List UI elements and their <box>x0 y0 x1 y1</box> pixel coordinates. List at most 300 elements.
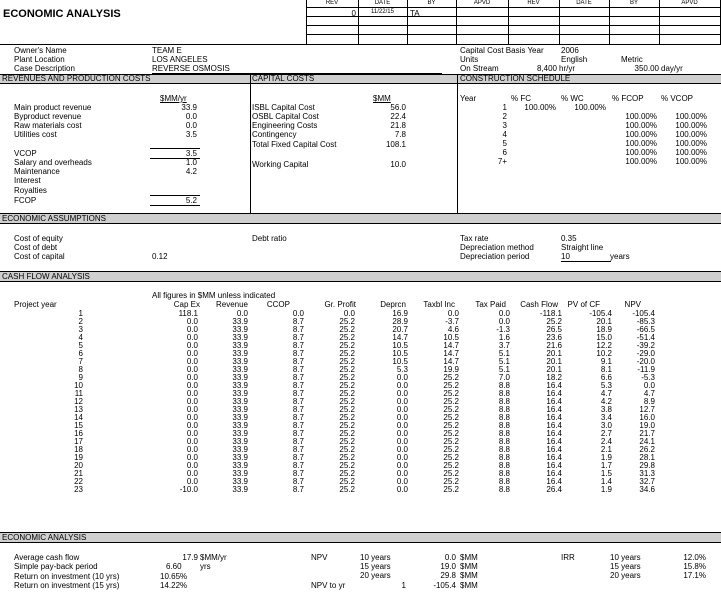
cashflow-table <box>0 310 705 494</box>
table-cell: 8.1 <box>600 365 612 374</box>
table-cell: 118.1 <box>178 309 198 318</box>
table-cell: 18.9 <box>596 325 612 334</box>
cost-debt-label: Cost of debt <box>14 243 58 252</box>
vcop-label: VCOP <box>14 149 37 158</box>
interest-label: Interest <box>14 176 41 185</box>
cashflow-header: Revenue <box>215 300 248 309</box>
date-header: DATE <box>576 0 592 6</box>
table-cell: 8.8 <box>498 469 510 478</box>
table-cell: 0.0 <box>236 309 248 318</box>
table-cell: 33.9 <box>232 381 248 390</box>
working-capital-label: Working Capital <box>252 160 309 169</box>
table-cell: 16.4 <box>546 445 562 454</box>
table-cell: 16.9 <box>392 309 408 318</box>
cashflow-header: Deprcn <box>380 300 406 309</box>
table-cell: 29.8 <box>639 461 655 470</box>
capital-label: Total Fixed Capital Cost <box>252 140 337 149</box>
table-cell: 8.7 <box>292 389 304 398</box>
table-cell: -5.3 <box>641 373 655 382</box>
capital-label: Contingency <box>252 130 297 139</box>
table-cell: 23 <box>74 485 83 494</box>
table-cell: -3.7 <box>445 317 459 326</box>
construction-fcop: 100.00% <box>625 157 657 166</box>
construction-fcop: 100.00% <box>625 139 657 148</box>
table-cell: 0.0 <box>396 421 408 430</box>
table-cell: 33.9 <box>232 405 248 414</box>
table-cell: 16.4 <box>546 437 562 446</box>
table-cell: 8.7 <box>292 373 304 382</box>
table-cell: 0.0 <box>186 365 198 374</box>
construction-fcop: 100.00% <box>625 112 657 121</box>
table-cell: 21 <box>74 469 83 478</box>
table-cell: 25.2 <box>339 365 355 374</box>
onstream-hours: 8,400 <box>536 64 557 73</box>
table-cell: 5.3 <box>396 365 408 374</box>
table-cell: 3.8 <box>600 405 612 414</box>
table-cell: -10.0 <box>179 485 198 494</box>
capital-label: ISBL Capital Cost <box>252 103 315 112</box>
table-cell: 15.0 <box>596 333 612 342</box>
table-cell: 0.0 <box>186 373 198 382</box>
construction-year: 6 <box>502 148 507 157</box>
table-cell: -39.2 <box>636 341 655 350</box>
table-cell: 0.0 <box>396 397 408 406</box>
cashflow-header: Cash Flow <box>520 300 558 309</box>
table-cell: 25.2 <box>339 333 355 342</box>
cashflow-header: Gr. Profit <box>324 300 356 309</box>
table-cell: 8.8 <box>498 389 510 398</box>
debt-ratio-label: Debt ratio <box>252 234 287 243</box>
table-cell: -118.1 <box>539 309 562 318</box>
construction-vcop: 100.00% <box>675 130 707 139</box>
table-cell: 33.9 <box>232 485 248 494</box>
table-cell: 25.2 <box>443 477 459 486</box>
table-cell: 14.7 <box>443 341 459 350</box>
table-cell: 20.1 <box>546 349 562 358</box>
dep-method-value: Straight line <box>561 243 604 252</box>
case-value: REVERSE OSMOSIS <box>152 64 230 73</box>
table-cell: 4.6 <box>447 325 459 334</box>
table-cell: 25.2 <box>443 453 459 462</box>
onstream-hours-unit: hr/yr <box>559 64 575 73</box>
table-cell: 33.9 <box>232 421 248 430</box>
table-cell: 33.9 <box>232 445 248 454</box>
dep-period-unit: years <box>610 252 630 261</box>
construction-year: 7+ <box>497 157 507 166</box>
table-cell: 8.8 <box>498 461 510 470</box>
construction-fcop: 100.00% <box>625 148 657 157</box>
table-cell: 33.9 <box>232 373 248 382</box>
table-cell: 0.0 <box>186 453 198 462</box>
section-construction: CONSTRUCTION SCHEDULE <box>460 74 571 83</box>
fcop-value: 5.2 <box>185 196 197 205</box>
table-cell: -105.4 <box>632 309 655 318</box>
table-cell: 0.0 <box>643 381 655 390</box>
capital-value: 108.1 <box>385 140 406 149</box>
table-cell: 8.7 <box>292 365 304 374</box>
table-cell: 33.9 <box>232 341 248 350</box>
table-cell: 0.0 <box>498 317 510 326</box>
npv-to-yr-year: 1 <box>401 581 406 590</box>
table-cell: 0.0 <box>186 381 198 390</box>
construction-fcop: 100.00% <box>625 130 657 139</box>
table-cell: 1.5 <box>600 469 612 478</box>
table-cell: 25.2 <box>339 485 355 494</box>
payback-unit: yrs <box>200 562 211 571</box>
construction-year: 2 <box>502 112 507 121</box>
irr-value: 17.1% <box>683 571 706 580</box>
table-cell: 20.1 <box>596 317 612 326</box>
date-header: DATE <box>374 0 391 6</box>
table-cell: 26.2 <box>639 445 655 454</box>
table-cell: 1.9 <box>600 453 612 462</box>
salary-value: 1.0 <box>185 158 197 167</box>
table-cell: 25.2 <box>339 349 355 358</box>
table-cell: 8.7 <box>292 405 304 414</box>
table-cell: 8.7 <box>292 317 304 326</box>
table-cell: 12 <box>74 397 83 406</box>
construction-vcop: 100.00% <box>675 139 707 148</box>
npv-period: 20 years <box>360 571 391 580</box>
table-cell: 12.2 <box>596 341 612 350</box>
construction-header-fc: % FC <box>511 94 531 103</box>
section-capital: CAPITAL COSTS <box>252 74 315 83</box>
table-cell: -11.9 <box>637 365 655 374</box>
project-year-label: Project year <box>14 300 57 309</box>
table-cell: 13 <box>74 405 83 414</box>
table-cell: 25.2 <box>339 413 355 422</box>
by-header: BY <box>629 0 638 6</box>
table-cell: 4.7 <box>600 389 612 398</box>
table-cell: 11 <box>74 389 83 398</box>
table-cell: 0.0 <box>396 445 408 454</box>
by-header: BY <box>427 0 436 6</box>
table-cell: 3.4 <box>600 413 612 422</box>
table-cell: 5.1 <box>498 365 510 374</box>
table-cell: 16 <box>74 429 83 438</box>
table-cell: 25.2 <box>339 469 355 478</box>
npv-unit: $MM <box>460 562 478 571</box>
table-cell: 33.9 <box>232 477 248 486</box>
table-cell: 8.7 <box>292 397 304 406</box>
table-cell: 33.9 <box>232 437 248 446</box>
table-cell: 19.9 <box>443 365 459 374</box>
vcop-value: 3.5 <box>185 149 197 158</box>
table-cell: 14.7 <box>443 357 459 366</box>
table-cell: 8.8 <box>498 453 510 462</box>
basis-value: 2006 <box>561 46 579 55</box>
table-cell: 25.2 <box>339 429 355 438</box>
units-english: English <box>561 55 588 64</box>
table-cell: 16.4 <box>546 429 562 438</box>
rev-header: REV <box>325 0 339 6</box>
table-cell: 28.9 <box>392 317 408 326</box>
construction-fcop: 100.00% <box>625 121 657 130</box>
basis-label: Capital Cost Basis Year <box>460 46 544 55</box>
table-cell: 16.4 <box>546 461 562 470</box>
roi15-value: 14.22% <box>160 581 188 590</box>
table-cell: -29.0 <box>636 349 655 358</box>
table-cell: 8.7 <box>292 325 304 334</box>
table-cell: 25.2 <box>443 445 459 454</box>
table-cell: -66.5 <box>636 325 655 334</box>
table-cell: 5 <box>78 341 83 350</box>
table-cell: 8.7 <box>292 485 304 494</box>
capital-value: 21.8 <box>390 121 406 130</box>
by-value: TA <box>410 9 420 18</box>
irr-period: 20 years <box>610 571 641 580</box>
table-cell: 10.2 <box>596 349 612 358</box>
table-cell: 25.2 <box>443 397 459 406</box>
table-cell: 31.3 <box>639 469 655 478</box>
table-cell: 25.2 <box>443 461 459 470</box>
table-cell: 0.0 <box>396 485 408 494</box>
construction-wc: 100.00% <box>574 103 606 112</box>
table-cell: 0.0 <box>396 429 408 438</box>
table-cell: 25.2 <box>339 397 355 406</box>
table-cell: 33.9 <box>232 453 248 462</box>
table-cell: 0.0 <box>396 477 408 486</box>
table-cell: 33.9 <box>232 365 248 374</box>
revenue-label: Raw materials cost <box>14 121 82 130</box>
working-capital-value: 10.0 <box>390 160 406 169</box>
npv-period: 15 years <box>360 562 391 571</box>
table-cell: 10.5 <box>443 333 459 342</box>
construction-vcop: 100.00% <box>675 148 707 157</box>
cost-capital-label: Cost of capital <box>14 252 65 261</box>
table-cell: 25.2 <box>546 317 562 326</box>
payback-label: Simple pay-back period <box>14 562 98 571</box>
table-cell: 20.1 <box>546 365 562 374</box>
table-cell: 8.7 <box>292 381 304 390</box>
table-cell: 6 <box>78 349 83 358</box>
table-cell: 1.4 <box>600 477 612 486</box>
dep-period-value: 10 <box>561 252 570 261</box>
table-cell: 8.8 <box>498 485 510 494</box>
table-cell: 14 <box>74 413 83 422</box>
table-cell: 18.2 <box>546 373 562 382</box>
table-cell: 2.7 <box>600 429 612 438</box>
table-cell: 16.4 <box>546 405 562 414</box>
cashflow-note: All figures in $MM unless indicated <box>152 291 276 300</box>
table-cell: 33.9 <box>232 429 248 438</box>
table-cell: 1.9 <box>600 485 612 494</box>
table-cell: 0.0 <box>186 445 198 454</box>
table-cell: 25.2 <box>339 405 355 414</box>
section-assumptions: ECONOMIC ASSUMPTIONS <box>2 214 107 223</box>
table-cell: 0.0 <box>396 373 408 382</box>
table-cell: 10 <box>74 381 83 390</box>
cost-capital-value: 0.12 <box>152 252 168 261</box>
table-cell: 10.5 <box>392 349 408 358</box>
npv-value: 19.0 <box>440 562 456 571</box>
table-cell: 25.2 <box>339 325 355 334</box>
location-value: LOS ANGELES <box>152 55 208 64</box>
table-cell: 0.0 <box>186 357 198 366</box>
maintenance-label: Maintenance <box>14 167 60 176</box>
table-cell: 8.7 <box>292 429 304 438</box>
table-cell: 0.0 <box>186 429 198 438</box>
table-cell: 19 <box>74 453 83 462</box>
cashflow-header: NPV <box>624 300 641 309</box>
table-cell: 8.7 <box>292 461 304 470</box>
table-cell: 33.9 <box>232 397 248 406</box>
irr-value: 12.0% <box>683 553 706 562</box>
revenue-label: Byproduct revenue <box>14 112 82 121</box>
table-cell: 21.7 <box>639 429 655 438</box>
table-cell: 14.7 <box>443 349 459 358</box>
table-cell: 0.0 <box>186 461 198 470</box>
table-cell: 0.0 <box>186 405 198 414</box>
table-cell: 25.2 <box>339 437 355 446</box>
capital-value: 56.0 <box>390 103 406 112</box>
table-cell: 0.0 <box>396 461 408 470</box>
table-cell: 0.0 <box>396 437 408 446</box>
cashflow-header: Tax Paid <box>475 300 506 309</box>
table-cell: 33.9 <box>232 333 248 342</box>
irr-label: IRR <box>561 553 575 562</box>
avg-cashflow-unit: $MM/yr <box>200 553 227 562</box>
table-cell: 0.0 <box>186 413 198 422</box>
table-cell: 0.0 <box>186 397 198 406</box>
table-cell: 10.5 <box>392 341 408 350</box>
section-economic-analysis: ECONOMIC ANALYSIS <box>2 533 87 542</box>
table-cell: 0.0 <box>396 413 408 422</box>
table-cell: 21.6 <box>546 341 562 350</box>
table-cell: 26.5 <box>546 325 562 334</box>
table-cell: 3 <box>78 325 83 334</box>
table-cell: 25.2 <box>443 389 459 398</box>
table-cell: 4.7 <box>643 389 655 398</box>
table-cell: 6.6 <box>600 373 612 382</box>
table-cell: 25.2 <box>443 421 459 430</box>
table-cell: 25.2 <box>443 373 459 382</box>
table-cell: 8.7 <box>292 341 304 350</box>
table-cell: 3.0 <box>600 421 612 430</box>
capital-value: 22.4 <box>390 112 406 121</box>
table-cell: 26.4 <box>546 485 562 494</box>
irr-value: 15.8% <box>683 562 706 571</box>
table-cell: 0.0 <box>186 477 198 486</box>
table-cell: 12.7 <box>639 405 655 414</box>
table-cell: 16.4 <box>546 381 562 390</box>
salary-label: Salary and overheads <box>14 158 92 167</box>
npv-value: 0.0 <box>444 553 456 562</box>
maintenance-value: 4.2 <box>185 167 197 176</box>
dep-period-label: Depreciation period <box>460 252 530 261</box>
apvd-header: APVD <box>681 0 698 6</box>
table-cell: 25.2 <box>339 373 355 382</box>
revenue-value: 0.0 <box>185 121 197 130</box>
table-cell: 8.8 <box>498 429 510 438</box>
table-cell: 8.8 <box>498 381 510 390</box>
table-cell: 5.1 <box>498 349 510 358</box>
date-value: 11/22/15 <box>371 9 394 15</box>
table-cell: 1 <box>78 309 83 318</box>
avg-cashflow-value: 17.9 <box>182 553 198 562</box>
construction-vcop: 100.00% <box>675 157 707 166</box>
table-row <box>0 486 705 494</box>
tax-rate-value: 0.35 <box>561 234 577 243</box>
table-cell: 2.4 <box>600 437 612 446</box>
table-cell: 34.6 <box>639 485 655 494</box>
table-cell: 8.7 <box>292 453 304 462</box>
roi10-value: 10.65% <box>160 572 188 581</box>
avg-cashflow-label: Average cash flow <box>14 553 80 562</box>
npv-unit: $MM <box>460 571 478 580</box>
table-cell: 25.2 <box>443 381 459 390</box>
table-cell: 24.1 <box>639 437 655 446</box>
table-cell: 16.4 <box>546 469 562 478</box>
table-cell: 4 <box>78 333 83 342</box>
table-cell: 8 <box>78 365 83 374</box>
cashflow-header: PV of CF <box>567 300 600 309</box>
irr-period: 15 years <box>610 562 641 571</box>
npv-label: NPV <box>311 553 328 562</box>
table-cell: 25.2 <box>443 405 459 414</box>
tax-rate-label: Tax rate <box>460 234 489 243</box>
table-cell: -1.3 <box>496 325 510 334</box>
table-cell: 8.7 <box>292 445 304 454</box>
construction-year: 4 <box>502 130 507 139</box>
table-cell: 8.7 <box>292 437 304 446</box>
construction-fc: 100.00% <box>524 103 556 112</box>
rev-header: REV <box>527 0 540 6</box>
construction-header-fcop: % FCOP <box>612 94 644 103</box>
table-cell: 5.1 <box>498 357 510 366</box>
table-cell: 0.0 <box>396 381 408 390</box>
table-cell: 9 <box>78 373 83 382</box>
table-cell: 16.4 <box>546 397 562 406</box>
apvd-header: APVD <box>473 0 491 6</box>
table-cell: 0.0 <box>186 333 198 342</box>
table-cell: 0.0 <box>396 453 408 462</box>
table-cell: 19.0 <box>639 421 655 430</box>
table-cell: 25.2 <box>443 413 459 422</box>
table-cell: 8.7 <box>292 469 304 478</box>
table-cell: 0.0 <box>186 349 198 358</box>
table-cell: 25.2 <box>339 341 355 350</box>
fcop-label: FCOP <box>14 196 37 205</box>
revenue-value: 0.0 <box>185 112 197 121</box>
table-cell: 16.4 <box>546 413 562 422</box>
table-cell: 33.9 <box>232 389 248 398</box>
table-cell: 0.0 <box>186 469 198 478</box>
cashflow-header: Cap Ex <box>173 300 200 309</box>
section-revenues: REVENUES AND PRODUCTION COSTS <box>2 74 151 83</box>
revenues-unit: $MM/yr <box>160 94 187 103</box>
npv-period: 10 years <box>360 553 391 562</box>
table-cell: -105.4 <box>589 309 612 318</box>
table-cell: 0.0 <box>186 389 198 398</box>
section-cash-flow: CASH FLOW ANALYSIS <box>2 272 90 281</box>
construction-header-year: Year <box>460 94 477 103</box>
table-cell: 8.8 <box>498 421 510 430</box>
table-cell: 15 <box>74 421 83 430</box>
table-cell: 8.8 <box>498 437 510 446</box>
table-cell: 25.2 <box>339 381 355 390</box>
table-cell: -85.3 <box>636 317 655 326</box>
table-cell: 14.7 <box>392 333 408 342</box>
table-cell: 0.0 <box>396 469 408 478</box>
table-cell: 0.0 <box>186 325 198 334</box>
construction-vcop: 100.00% <box>675 112 707 121</box>
table-cell: 0.0 <box>343 309 355 318</box>
table-cell: 25.2 <box>443 437 459 446</box>
owner-value: TEAM E <box>152 46 182 55</box>
table-cell: 8.7 <box>292 349 304 358</box>
table-cell: 25.2 <box>339 389 355 398</box>
